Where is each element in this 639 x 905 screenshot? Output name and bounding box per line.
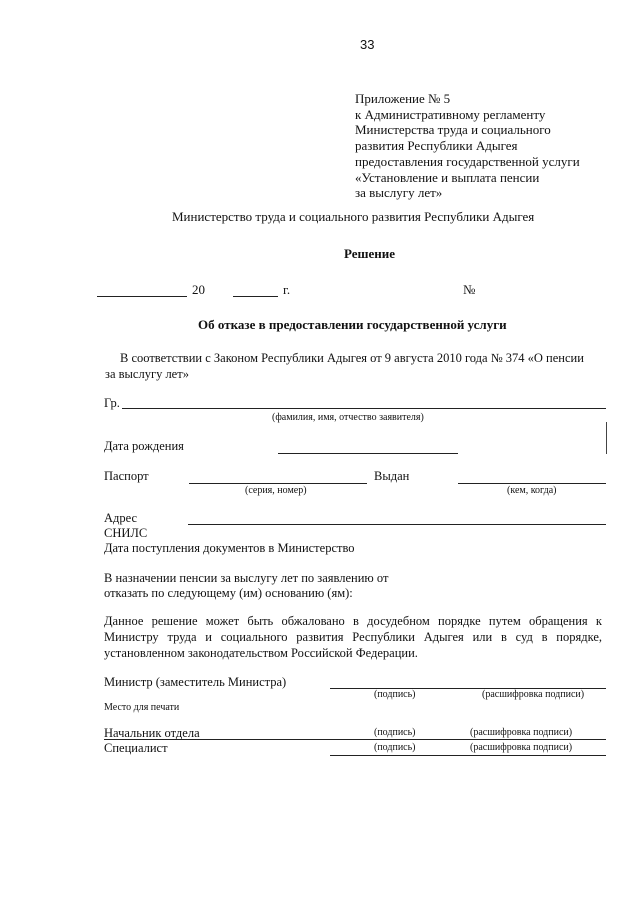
appendix-line: Министерства труда и социального <box>355 122 551 138</box>
law-reference-cont: за выслугу лет» <box>105 367 189 381</box>
specialist-decode-caption: (расшифровка подписи) <box>470 742 573 753</box>
passport-line <box>189 483 367 484</box>
head-label: Начальник отдела <box>104 726 200 740</box>
address-line <box>188 524 606 525</box>
received-label: Дата поступления документов в Министерство <box>104 541 355 555</box>
head-sign-line <box>330 739 606 740</box>
head-line <box>104 739 334 740</box>
year-prefix: 20 <box>192 282 205 297</box>
number-sign: № <box>463 282 476 297</box>
appendix-line: развития Республики Адыгея <box>355 138 518 154</box>
appendix-line: Приложение № 5 <box>355 91 451 106</box>
issued-line <box>458 483 606 484</box>
margin-mark <box>606 422 607 454</box>
refusal-line-1: В назначении пенсии за выслугу лет по заявлению от <box>104 571 389 585</box>
passport-label: Паспорт <box>104 469 149 483</box>
head-decode-caption: (расшифровка подписи) <box>470 727 573 738</box>
seal-place-label: Место для печати <box>104 702 180 713</box>
birth-date-label: Дата рождения <box>104 439 184 453</box>
passport-caption: (серия, номер) <box>245 485 307 496</box>
minister-label: Министр (заместитель Министра) <box>104 675 287 689</box>
address-label: Адрес <box>104 511 138 525</box>
snils-label: СНИЛС <box>104 526 148 540</box>
date-day-line <box>97 296 187 297</box>
decision-title: Решение <box>344 246 396 261</box>
appendix-line: «Установление и выплата пенсии <box>355 169 540 185</box>
minister-decode-caption: (расшифровка подписи) <box>482 689 585 700</box>
subject-heading: Об отказе в предоставлении государственной услуги <box>198 317 507 332</box>
refusal-line-2: отказать по следующему (им) основанию (ям): <box>104 586 353 600</box>
appendix-line: предоставления государственной услуги <box>355 153 580 169</box>
page-number: 33 <box>360 37 375 52</box>
specialist-sign-line <box>330 755 606 756</box>
citizen-label: Гр. <box>104 396 120 410</box>
head-sign-caption: (подпись) <box>374 727 416 738</box>
birth-date-line <box>278 453 458 454</box>
issued-label: Выдан <box>374 469 410 483</box>
appendix-block <box>355 91 580 201</box>
law-reference: В соответствии с Законом Республики Адыгея от 9 августа 2010 года № 374 «О пенсии <box>120 351 584 365</box>
citizen-caption: (фамилия, имя, отчество заявителя) <box>272 412 424 423</box>
specialist-label: Специалист <box>104 741 168 755</box>
specialist-sign-caption: (подпись) <box>374 742 416 753</box>
appeal-paragraph: Данное решение может быть обжаловано в досудебном порядке путем обращения к Министру труда и социального развития Республики Адыгея или в суд в порядке, установленном законодательством Российской Федерации. <box>104 614 602 660</box>
minister-sign-caption: (подпись) <box>374 689 416 700</box>
appendix-line: за выслугу лет» <box>355 185 443 201</box>
ministry-heading: Министерство труда и социального развития Республики Адыгея <box>172 209 535 224</box>
year-suffix: г. <box>283 282 291 297</box>
year-line <box>233 296 278 297</box>
citizen-line <box>122 408 606 409</box>
appendix-line: к Административному регламенту <box>355 106 546 122</box>
issued-caption: (кем, когда) <box>507 485 557 496</box>
